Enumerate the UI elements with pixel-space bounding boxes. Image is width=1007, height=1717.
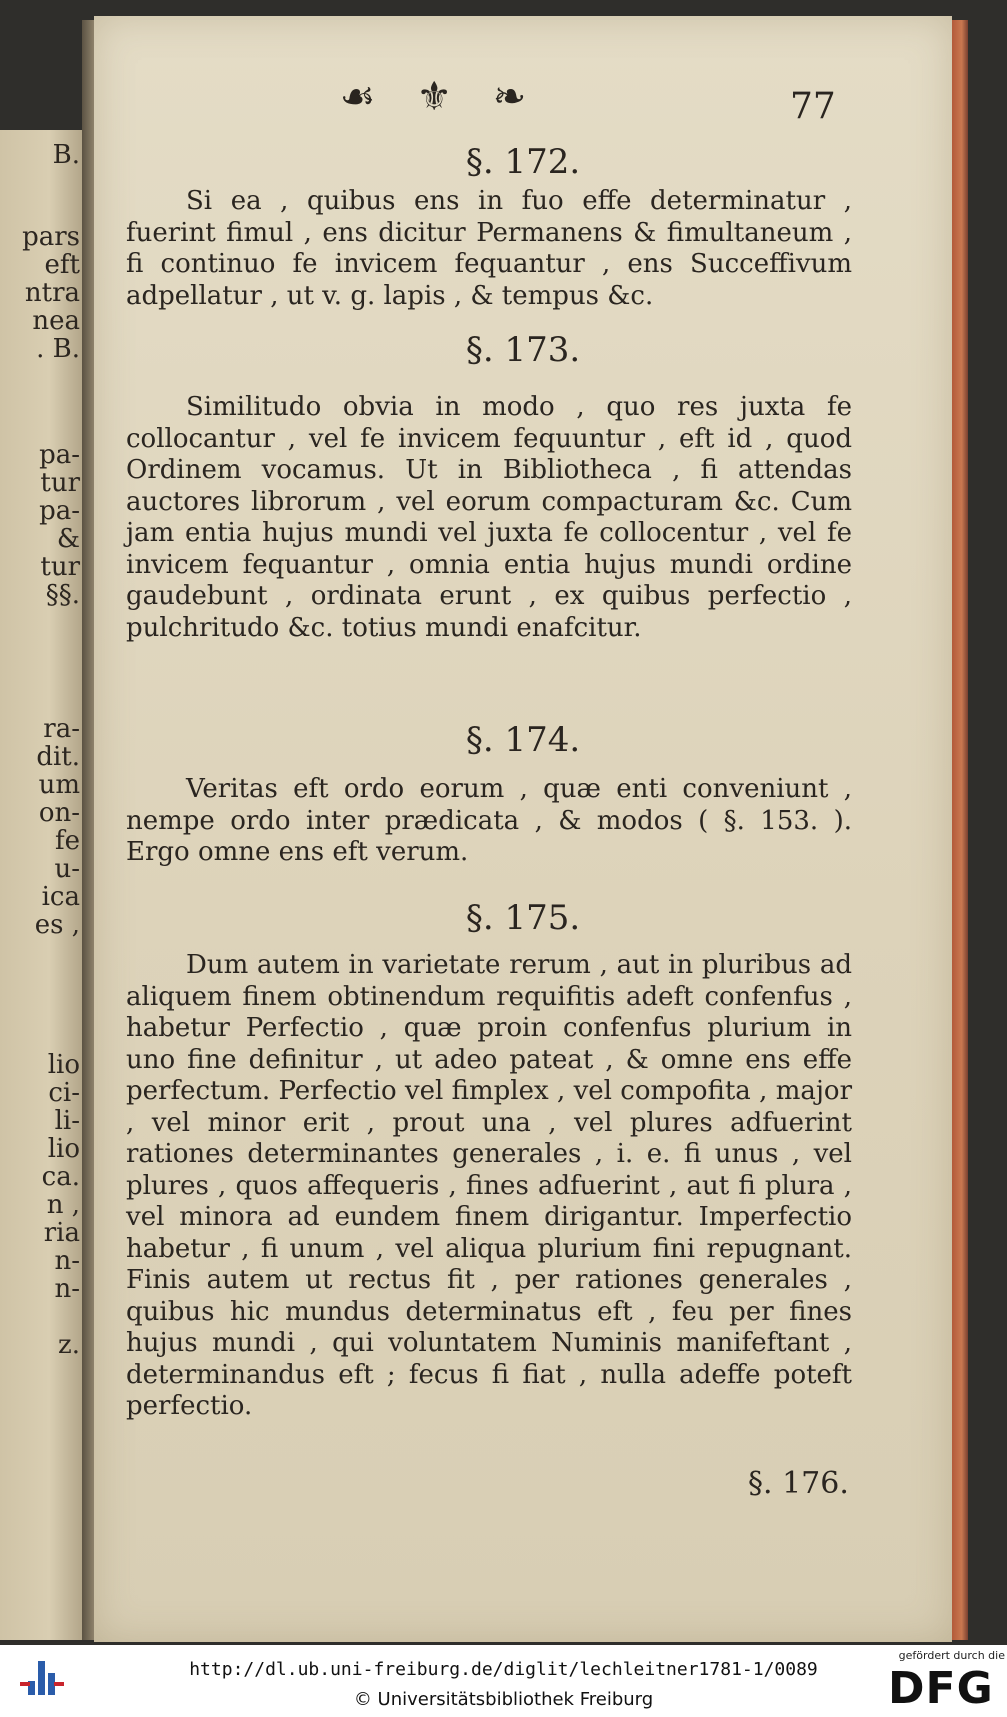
left-page-text: lio [47, 1134, 80, 1164]
left-page-text: tur [40, 552, 80, 582]
left-page-text: n , [46, 1190, 80, 1220]
paragraph-text: Veritas eft ordo eorum , quæ enti conveniunt , nempe ordo inter prædicata , & modos ( §. 153. ). Ergo omne ens eft verum. [126, 774, 852, 867]
page-number: 77 [790, 86, 836, 127]
section-heading-173: §. 173. [465, 330, 581, 370]
paragraph-text: Similitudo obvia in modo , quo res juxta fe collocantur , vel fe invicem fequuntur , eft id , quod Ordinem vocamus. Ut in Bibliotheca , fi attendas auctores librorum , vel eorum compacturam &c. Cum jam entia hujus mundi vel juxta fe collocentur , vel fe invicem fequantur , omnia entia hujus mundi ordine gaudebunt , ordinata erunt , ex quibus perfectio , pulchritudo &c. totius mundi enafcitur. [126, 392, 852, 643]
left-page-text: ica [41, 882, 80, 912]
section-heading-172: §. 172. [465, 142, 581, 182]
funding-note: gefördert durch die [898, 1649, 1005, 1662]
copyright-notice: © Universitätsbibliothek Freiburg [353, 1689, 654, 1710]
left-page-text: li- [54, 1106, 80, 1136]
left-page-text: u- [54, 854, 80, 884]
left-page-text: dit. [36, 742, 80, 772]
book-gutter [82, 20, 94, 1640]
left-page-text: ca. [41, 1162, 80, 1192]
paragraph-text: Si ea , quibus ens in fuo effe determinatur , fuerint fimul , ens dicitur Permanens & fimultaneum , fi continuo fe invicem fequantur , ens Succeffivum adpellatur , ut v. g. lapis , & tempus &c. [126, 186, 852, 311]
left-page-text: ntra [24, 278, 80, 308]
left-page-text: lio [47, 1050, 80, 1080]
page-edge [952, 20, 968, 1640]
permalink-url[interactable]: http://dl.ub.uni-freiburg.de/diglit/lechleitner1781-1/0089 [189, 1659, 818, 1680]
left-page-text: & [56, 524, 80, 554]
left-page-text: B. [52, 140, 80, 170]
left-page-text: §§. [45, 580, 80, 610]
left-page-text: es , [34, 910, 80, 940]
paragraph-175 [126, 950, 852, 1423]
paragraph-173 [126, 392, 852, 644]
left-page-text: pars [22, 222, 80, 252]
section-heading-175: §. 175. [465, 898, 581, 938]
left-page-fragment [0, 130, 82, 1640]
left-page-text: ci- [48, 1078, 80, 1108]
viewer-footer [0, 1645, 1007, 1717]
left-page-text: . B. [36, 334, 80, 364]
left-page-text: ra- [43, 714, 80, 744]
paragraph-174 [126, 774, 852, 869]
dfg-logo: DFG [888, 1663, 994, 1714]
left-page-text: pa- [39, 496, 80, 526]
left-page-text: ria [43, 1218, 80, 1248]
left-page-text: on- [38, 798, 80, 828]
left-page-text: n- [54, 1246, 80, 1276]
catchword: §. 176. [748, 1466, 849, 1501]
left-page-text: pa- [39, 440, 80, 470]
paragraph-text: Dum autem in varietate rerum , aut in pluribus ad aliquem finem obtinendum requifitis adeft confenfus , habetur Perfectio , quæ proin confenfus plurium in uno fine definitur , ut adeo pateat , & omne ens effe perfectum. Perfectio vel fimplex , vel compofita , major , vel minor erit , prout una , vel plures adfuerint rationes determinantes generales , i. e. fi unus , vel plures , quos affequeris , fines adfuerint , aut fi plura , vel minora ad eundem finem dirigantur. Imperfectio habetur , fi unum , vel aliqua plurium fini repugnant. Finis autem ut rectus fit , per rationes generales , quibus hic mundus determinatus eft , feu per fines hujus mundi , qui voluntatem Numinis manifeftant , determinandus eft ; fecus fi fiat , nulla adeffe poteft perfectio. [126, 950, 852, 1421]
left-page-text: nea [32, 306, 80, 336]
paragraph-172 [126, 186, 852, 312]
left-page-text: z. [58, 1330, 80, 1360]
left-page-text: fe [54, 826, 80, 856]
left-page-text: eft [44, 250, 80, 280]
section-heading-174: §. 174. [465, 720, 581, 760]
header-ornament: ☙ ⚜ ❧ [339, 74, 541, 120]
left-page-text: n- [54, 1274, 80, 1304]
left-page-text: tur [40, 468, 80, 498]
left-page-text: um [38, 770, 80, 800]
